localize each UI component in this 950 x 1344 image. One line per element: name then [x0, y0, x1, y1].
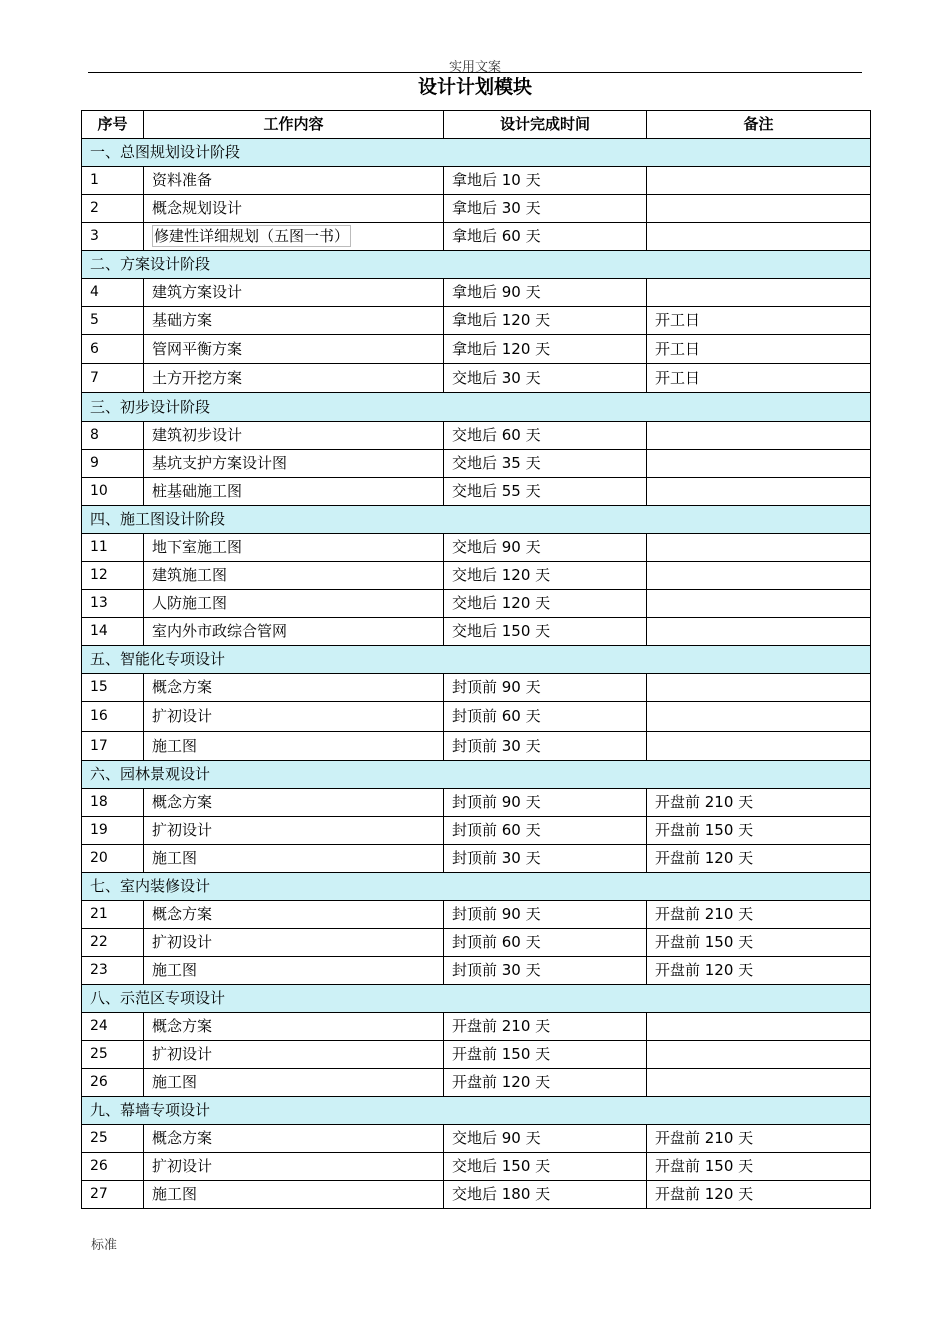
cell-time: 封顶前 90 天	[444, 674, 647, 702]
cell-task	[144, 223, 444, 251]
cell-task: 桩基础施工图	[144, 478, 444, 506]
table-row	[82, 732, 871, 761]
table-row	[82, 279, 871, 307]
table-body	[82, 139, 871, 1209]
cell-time: 封顶前 30 天	[444, 845, 647, 873]
section-row	[82, 873, 871, 901]
cell-no: 25	[82, 1041, 144, 1069]
cell-note: 开盘前 150 天	[647, 929, 871, 957]
column-header-no: 序号	[82, 111, 144, 139]
cell-note: 开盘前 210 天	[647, 901, 871, 929]
cell-note	[647, 1013, 871, 1041]
cell-no: 3	[82, 223, 144, 251]
cell-time: 交地后 55 天	[444, 478, 647, 506]
cell-no: 7	[82, 364, 144, 393]
cell-no: 15	[82, 674, 144, 702]
cell-note	[647, 167, 871, 195]
cell-time: 交地后 90 天	[444, 1125, 647, 1153]
table-row	[82, 478, 871, 506]
column-header-time: 设计完成时间	[444, 111, 647, 139]
cell-no: 19	[82, 817, 144, 845]
cell-task: 施工图	[144, 1181, 444, 1209]
cell-time: 交地后 150 天	[444, 1153, 647, 1181]
cell-note: 开盘前 120 天	[647, 1181, 871, 1209]
cell-note	[647, 562, 871, 590]
cell-note	[647, 195, 871, 223]
cell-time: 交地后 180 天	[444, 1181, 647, 1209]
cell-note	[647, 478, 871, 506]
table-row	[82, 929, 871, 957]
cell-no: 14	[82, 618, 144, 646]
header-rule	[88, 72, 862, 73]
table-row	[82, 674, 871, 702]
table-row	[82, 817, 871, 845]
cell-task: 施工图	[144, 845, 444, 873]
cell-task: 施工图	[144, 732, 444, 761]
section-row	[82, 761, 871, 789]
cell-time: 封顶前 90 天	[444, 901, 647, 929]
cell-note	[647, 618, 871, 646]
cell-note	[647, 702, 871, 732]
cell-time: 拿地后 10 天	[444, 167, 647, 195]
section-label: 三、初步设计阶段	[82, 393, 871, 422]
cell-note	[647, 732, 871, 761]
table-row	[82, 562, 871, 590]
cell-note	[647, 279, 871, 307]
cell-task: 建筑初步设计	[144, 422, 444, 450]
table-row	[82, 1153, 871, 1181]
section-label: 九、幕墙专项设计	[82, 1097, 871, 1125]
page-header: 实用文案	[448, 60, 501, 75]
table-row	[82, 1181, 871, 1209]
cell-note	[647, 674, 871, 702]
cell-task: 概念方案	[144, 674, 444, 702]
cell-task: 管网平衡方案	[144, 335, 444, 364]
section-row	[82, 985, 871, 1013]
table-row	[82, 307, 871, 335]
cell-task-text: 修建性详细规划（五图一书）	[154, 227, 350, 245]
cell-task: 概念规划设计	[144, 195, 444, 223]
cell-task: 概念方案	[144, 901, 444, 929]
cell-no: 5	[82, 307, 144, 335]
cell-note	[647, 534, 871, 562]
cell-task: 概念方案	[144, 1013, 444, 1041]
cell-task: 扩初设计	[144, 817, 444, 845]
section-row	[82, 393, 871, 422]
cell-time: 交地后 150 天	[444, 618, 647, 646]
cell-task: 扩初设计	[144, 1153, 444, 1181]
table-row	[82, 1013, 871, 1041]
cell-no: 23	[82, 957, 144, 985]
design-plan-table	[81, 110, 871, 1209]
section-label: 五、智能化专项设计	[82, 646, 871, 674]
cell-no: 20	[82, 845, 144, 873]
table-row	[82, 534, 871, 562]
cell-note	[647, 1069, 871, 1097]
cell-note: 开盘前 210 天	[647, 789, 871, 817]
cell-task: 地下室施工图	[144, 534, 444, 562]
section-label: 六、园林景观设计	[82, 761, 871, 789]
cell-task: 施工图	[144, 957, 444, 985]
cell-task: 建筑方案设计	[144, 279, 444, 307]
table-row	[82, 364, 871, 393]
section-row	[82, 646, 871, 674]
cell-time: 交地后 60 天	[444, 422, 647, 450]
cell-task: 室内外市政综合管网	[144, 618, 444, 646]
cell-no: 26	[82, 1153, 144, 1181]
cell-time: 封顶前 60 天	[444, 817, 647, 845]
cell-task: 建筑施工图	[144, 562, 444, 590]
cell-no: 26	[82, 1069, 144, 1097]
table-row	[82, 1125, 871, 1153]
cell-note	[647, 422, 871, 450]
table-row	[82, 450, 871, 478]
cell-note: 开盘前 210 天	[647, 1125, 871, 1153]
cell-no: 4	[82, 279, 144, 307]
cell-note	[647, 223, 871, 251]
cell-time: 交地后 120 天	[444, 562, 647, 590]
cell-no: 6	[82, 335, 144, 364]
cell-no: 9	[82, 450, 144, 478]
cell-no: 1	[82, 167, 144, 195]
cell-time: 开盘前 210 天	[444, 1013, 647, 1041]
cell-note	[647, 450, 871, 478]
cell-task: 人防施工图	[144, 590, 444, 618]
cell-note: 开盘前 150 天	[647, 1153, 871, 1181]
cell-note: 开工日	[647, 364, 871, 393]
column-header-task: 工作内容	[144, 111, 444, 139]
cell-note: 开工日	[647, 307, 871, 335]
cell-task: 施工图	[144, 1069, 444, 1097]
column-header-note: 备注	[647, 111, 871, 139]
cell-time: 开盘前 120 天	[444, 1069, 647, 1097]
table-row	[82, 335, 871, 364]
cell-time: 拿地后 60 天	[444, 223, 647, 251]
table-row	[82, 901, 871, 929]
cell-task: 资料准备	[144, 167, 444, 195]
cell-no: 10	[82, 478, 144, 506]
table-row	[82, 167, 871, 195]
table-row	[82, 195, 871, 223]
cell-no: 25	[82, 1125, 144, 1153]
cell-time: 交地后 90 天	[444, 534, 647, 562]
section-label: 四、施工图设计阶段	[82, 506, 871, 534]
section-row	[82, 1097, 871, 1125]
cell-task: 土方开挖方案	[144, 364, 444, 393]
cell-time: 交地后 120 天	[444, 590, 647, 618]
cell-no: 16	[82, 702, 144, 732]
cell-task: 基坑支护方案设计图	[144, 450, 444, 478]
cell-no: 12	[82, 562, 144, 590]
section-label: 八、示范区专项设计	[82, 985, 871, 1013]
section-row	[82, 251, 871, 279]
cell-note: 开盘前 150 天	[647, 817, 871, 845]
table-row	[82, 845, 871, 873]
section-label: 一、总图规划设计阶段	[82, 139, 871, 167]
cell-task: 概念方案	[144, 789, 444, 817]
cell-no: 22	[82, 929, 144, 957]
cell-task: 扩初设计	[144, 929, 444, 957]
cell-note	[647, 590, 871, 618]
table-row	[82, 1069, 871, 1097]
section-label: 二、方案设计阶段	[82, 251, 871, 279]
cell-task: 基础方案	[144, 307, 444, 335]
table-row	[82, 618, 871, 646]
cell-no: 8	[82, 422, 144, 450]
cell-time: 拿地后 120 天	[444, 335, 647, 364]
cell-task: 扩初设计	[144, 702, 444, 732]
cell-time: 交地后 30 天	[444, 364, 647, 393]
page-footer: 标准	[91, 1238, 118, 1253]
cell-time: 封顶前 90 天	[444, 789, 647, 817]
cell-note: 开工日	[647, 335, 871, 364]
cell-no: 13	[82, 590, 144, 618]
cell-no: 18	[82, 789, 144, 817]
cell-time: 拿地后 120 天	[444, 307, 647, 335]
table-header-row	[82, 111, 871, 139]
cell-no: 11	[82, 534, 144, 562]
table-row	[82, 590, 871, 618]
cell-task: 扩初设计	[144, 1041, 444, 1069]
table-row	[82, 702, 871, 732]
table-row	[82, 789, 871, 817]
cell-time: 拿地后 30 天	[444, 195, 647, 223]
section-row	[82, 506, 871, 534]
cell-time: 封顶前 30 天	[444, 732, 647, 761]
cell-time: 开盘前 150 天	[444, 1041, 647, 1069]
cell-no: 2	[82, 195, 144, 223]
table-row	[82, 223, 871, 251]
table-row	[82, 1041, 871, 1069]
cell-note	[647, 1041, 871, 1069]
cell-no: 27	[82, 1181, 144, 1209]
table-row	[82, 422, 871, 450]
cell-task: 概念方案	[144, 1125, 444, 1153]
cell-time: 拿地后 90 天	[444, 279, 647, 307]
cell-note: 开盘前 120 天	[647, 845, 871, 873]
section-label: 七、室内装修设计	[82, 873, 871, 901]
cell-time: 交地后 35 天	[444, 450, 647, 478]
cell-time: 封顶前 30 天	[444, 957, 647, 985]
cell-note: 开盘前 120 天	[647, 957, 871, 985]
cell-no: 21	[82, 901, 144, 929]
section-row	[82, 139, 871, 167]
cell-time: 封顶前 60 天	[444, 702, 647, 732]
cell-time: 封顶前 60 天	[444, 929, 647, 957]
document-title: 设计计划模块	[417, 76, 532, 98]
table-row	[82, 957, 871, 985]
cell-no: 17	[82, 732, 144, 761]
cell-no: 24	[82, 1013, 144, 1041]
